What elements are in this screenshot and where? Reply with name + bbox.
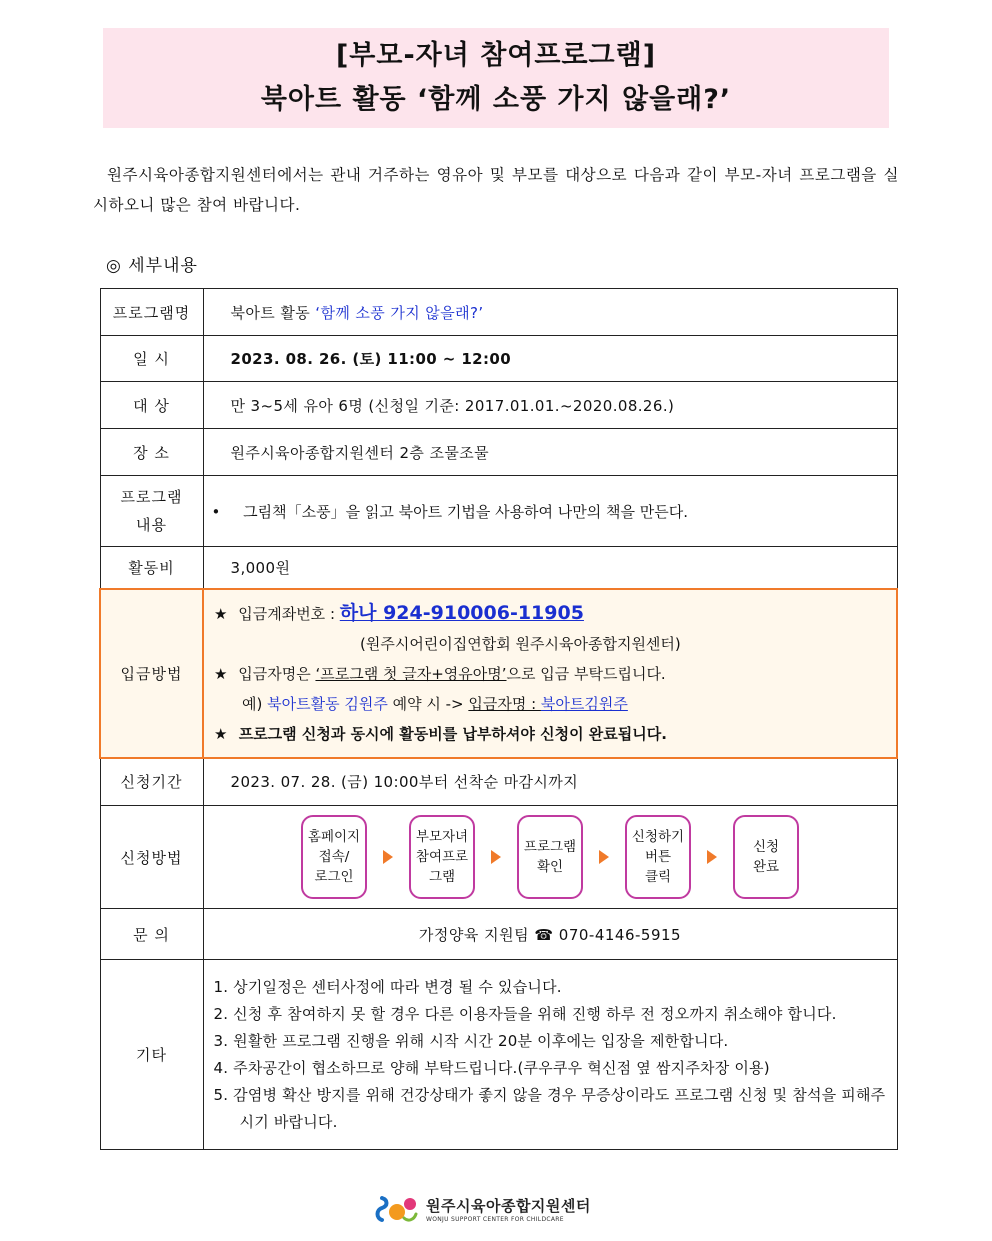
label-content-line-2: 내용: [136, 516, 167, 534]
program-title-highlight: ‘함께 소풍 가지 않을래?’: [315, 303, 484, 322]
example-name: 북아트김원주: [540, 694, 628, 713]
step-apply-click: [625, 815, 691, 899]
value-method: [203, 806, 897, 909]
star-icon: ★: [214, 664, 228, 683]
name-prefix: 입금자명은: [238, 664, 316, 683]
row-date: [100, 336, 897, 382]
arrow-right-icon: [599, 850, 609, 864]
example-mid: 예약 시 ->: [387, 694, 469, 713]
label-program: 프로그램명: [100, 289, 203, 336]
step-flow: [204, 815, 897, 899]
step-text: 클릭: [644, 869, 672, 885]
note-item: 5. 감염병 확산 방지를 위해 건강상태가 좋지 않을 경우 무증상이라도 프로그램 신청 및 참석을 피해주시기 바랍니다.: [213, 1085, 886, 1131]
example-prefix: 예): [242, 694, 268, 713]
example-program: 북아트활동 김원주: [267, 694, 388, 713]
step-text: 프로그램: [523, 839, 577, 855]
row-content: [100, 476, 897, 547]
step-program-menu: [409, 815, 475, 899]
org-name-kr: 원주시육아종합지원센터: [426, 1197, 591, 1215]
label-inquiry: 문 의: [100, 909, 203, 960]
step-text: 그램: [428, 869, 456, 885]
label-method: 신청방법: [100, 806, 203, 909]
account-label: 입금계좌번호 :: [238, 604, 340, 623]
step-text: 접속/: [318, 849, 350, 865]
step-text: 버튼: [644, 849, 672, 865]
label-target: 대 상: [100, 382, 203, 429]
arrow-right-icon: [707, 850, 717, 864]
step-text: 신청: [752, 839, 780, 855]
label-fee: 활동비: [100, 547, 203, 589]
intro-paragraph: 원주시육아종합지원센터에서는 관내 거주하는 영유아 및 부모를 대상으로 다음과 같이 부모-자녀 프로그램을 실시하오니 많은 참여 바랍니다.: [93, 166, 899, 214]
value-place: 원주시육아종합지원센터 2층 조물조물: [203, 429, 897, 476]
notes-list: [204, 962, 897, 1148]
value-content: [203, 476, 897, 547]
value-period: 2023. 07. 28. (금) 10:00부터 선착순 마감시까지: [203, 758, 897, 806]
label-place: 장 소: [100, 429, 203, 476]
label-content: [100, 476, 203, 547]
row-program: [100, 289, 897, 336]
step-text: 완료: [752, 859, 780, 875]
note-item: 3. 원활한 프로그램 진행을 위해 시작 시간 20분 이후에는 입장을 제한합니다.: [213, 1031, 729, 1050]
star-icon: ★: [214, 604, 228, 623]
payment-name-line: [214, 659, 896, 689]
label-payment: 입금방법: [100, 589, 203, 758]
value-fee: 3,000원: [203, 547, 897, 589]
example-label: 입금자명 :: [468, 694, 541, 713]
label-date: 일 시: [100, 336, 203, 382]
arrow-right-icon: [491, 850, 501, 864]
step-text: 참여프로: [415, 849, 469, 865]
payment-account-line: [214, 598, 896, 629]
step-text: 신청하기: [631, 829, 685, 845]
details-table: [99, 288, 898, 1150]
row-etc: [100, 960, 897, 1150]
payment-example-line: [214, 689, 896, 719]
step-text: 홈페이지: [307, 829, 361, 845]
payment-notice-line: [214, 719, 896, 749]
title-banner: [103, 28, 889, 128]
program-prefix: 북아트 활동: [230, 303, 316, 322]
row-fee: [100, 547, 897, 589]
value-inquiry: 가정양육 지원팀 ☎ 070-4146-5915: [203, 909, 897, 960]
row-target: [100, 382, 897, 429]
payment-notice: 프로그램 신청과 동시에 활동비를 납부하셔야 신청이 완료됩니다.: [238, 724, 667, 743]
section-heading: ◎ 세부내용: [106, 256, 198, 276]
footer-logo: [374, 1192, 591, 1226]
row-period: [100, 758, 897, 806]
content-text: 그림책「소풍」을 읽고 북아트 기법을 사용하여 나만의 책을 만든다.: [243, 502, 689, 521]
value-date: 2023. 08. 26. (토) 11:00 ~ 12:00: [203, 336, 897, 382]
step-homepage-login: [301, 815, 367, 899]
row-payment: [100, 589, 897, 758]
row-inquiry: [100, 909, 897, 960]
label-content-line-1: 프로그램: [120, 488, 183, 506]
org-name-en: WONJU SUPPORT CENTER FOR CHILDCARE: [426, 1216, 564, 1223]
step-text: 로그인: [314, 869, 354, 885]
value-target: 만 3~5세 유아 6명 (신청일 기준: 2017.01.01.~2020.08.26.): [203, 382, 897, 429]
row-method: [100, 806, 897, 909]
bullet: •: [211, 502, 221, 521]
name-suffix: 으로 입금 부탁드립니다.: [506, 664, 666, 683]
account-number: 하나 924-910006-11905: [339, 601, 584, 624]
step-program-check: [517, 815, 583, 899]
value-program: [203, 289, 897, 336]
label-etc: 기타: [100, 960, 203, 1150]
step-complete: [733, 815, 799, 899]
star-icon: ★: [214, 724, 228, 743]
name-format: ‘프로그램 첫 글자+영유아명’: [315, 664, 507, 683]
arrow-right-icon: [383, 850, 393, 864]
title-line-1: [부모-자녀 참여프로그램]: [335, 40, 657, 71]
note-item: 1. 상기일정은 센터사정에 따라 변경 될 수 있습니다.: [213, 977, 562, 996]
step-text: 부모자녀: [415, 829, 469, 845]
account-holder: (원주시어린이집연합회 원주시육아종합지원센터): [360, 634, 681, 653]
value-payment: [203, 589, 897, 758]
note-item: 2. 신청 후 참여하지 못 할 경우 다른 이용자들을 위해 진행 하루 전 정오까지 취소해야 합니다.: [213, 1004, 837, 1023]
step-text: 확인: [536, 859, 564, 875]
title-line-2: 북아트 활동 ‘함께 소풍 가지 않을래?’: [260, 84, 732, 115]
label-period: 신청기간: [100, 758, 203, 806]
center-logo-icon: [374, 1192, 420, 1226]
value-etc: [203, 960, 897, 1150]
row-place: [100, 429, 897, 476]
note-item: 4. 주차공간이 협소하므로 양해 부탁드립니다.(쿠우쿠우 혁신점 옆 쌈지주차장 이용): [213, 1058, 770, 1077]
